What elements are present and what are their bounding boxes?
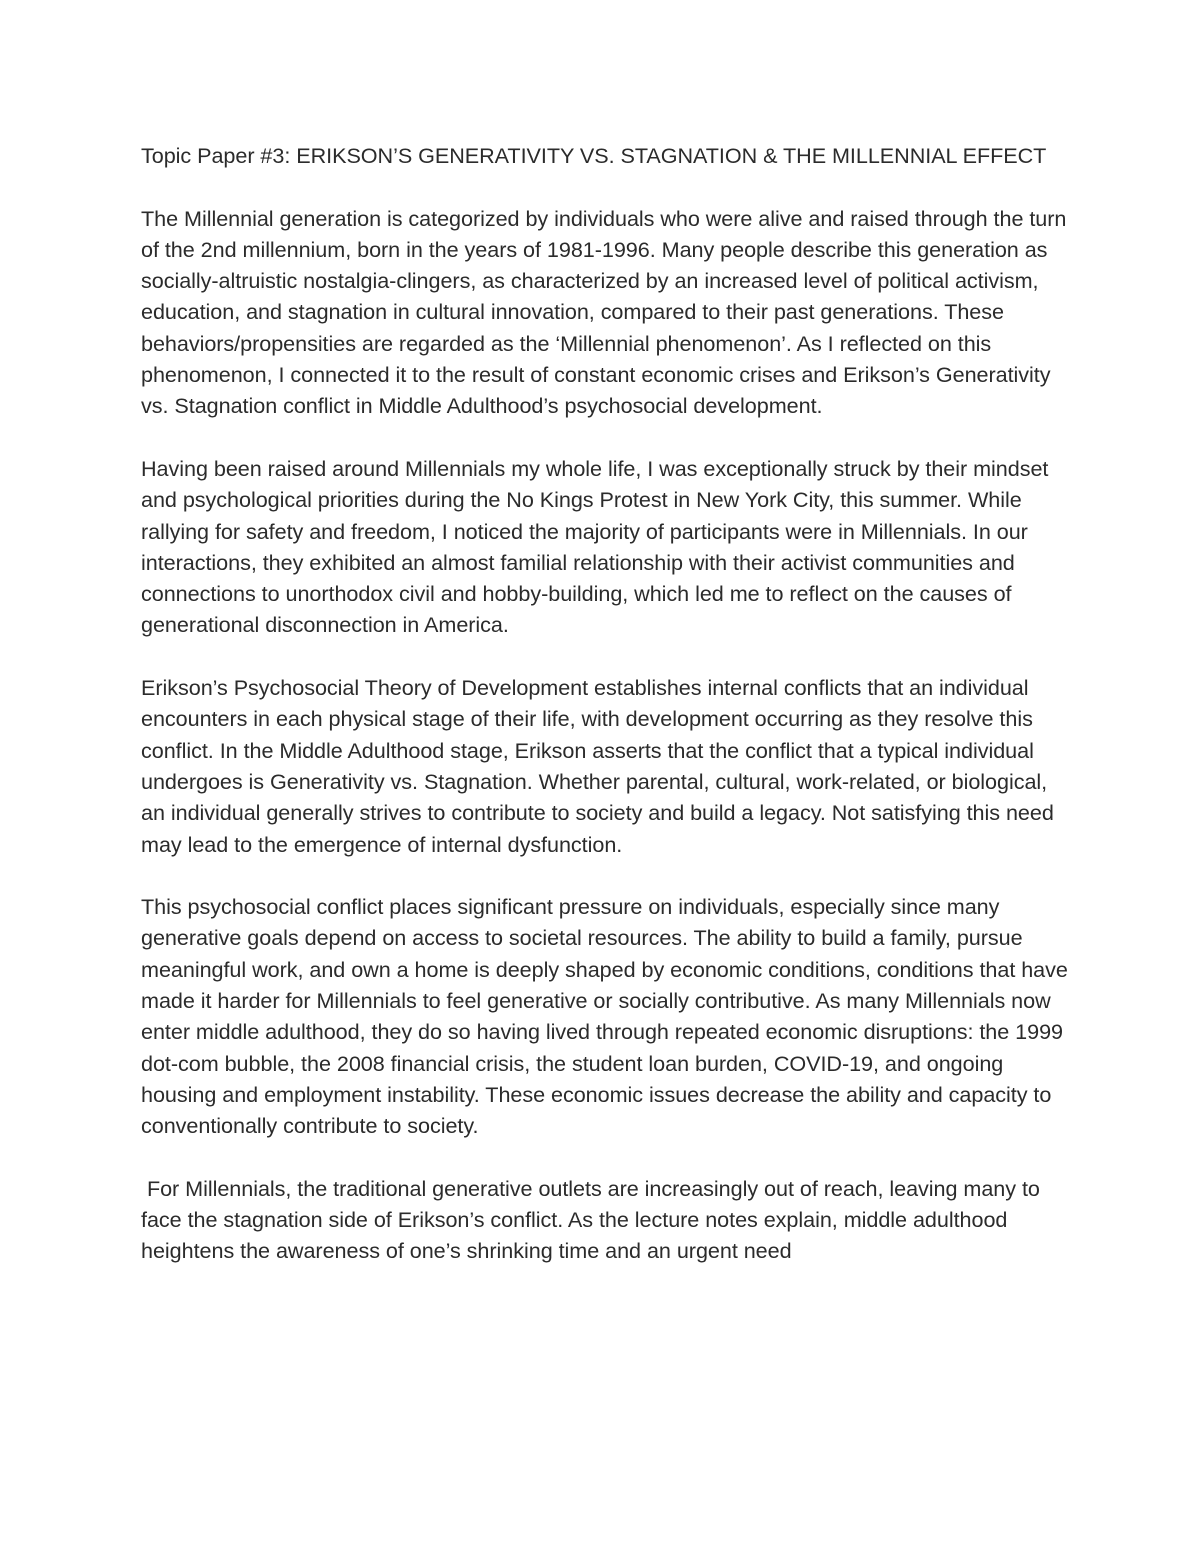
paragraph-5: For Millennials, the traditional generative outlets are increasingly out of reach, leaving many to face the stagnation side of Erikson’s conflict. As the lecture notes explain, middle adulthood heightens the awareness of one’s shrinking time and an urgent need: [141, 1175, 1046, 1264]
document-title: Topic Paper #3: ERIKSON’S GENERATIVITY VS. STAGNATION & THE MILLENNIAL EFFECT: [141, 143, 1047, 168]
paragraph-2: Having been raised around Millennials my whole life, I was exceptionally struck by their mindset and psychological priorities during the No Kings Protest in New York City, this summer. While rallying for safety and freedom, I noticed the majority of participants were in Millennials. In our interactions, they exhibited an almost familial relationship with their activist communities and connections to unorthodox civil and hobby-building, which led me to reflect on the causes of generational disconnection in America.: [141, 455, 1049, 638]
document-body: [141, 140, 1071, 1267]
paragraph-4: This psychosocial conflict places significant pressure on individuals, especially since many generative goals depend on access to societal resources. The ability to build a family, pursue meaningful work, and own a home is deeply shaped by economic conditions, conditions that have made it harder for Millennials to feel generative or socially contributive. As many Millennials now enter middle adulthood, they do so having lived through repeated economic disruptions: the 1999 dot-com bubble, the 2008 financial crisis, the student loan burden, COVID-19, and ongoing housing and employment instability. These economic issues decrease the ability and capacity to conventionally contribute to society.: [141, 894, 1068, 1139]
paragraph-1: The Millennial generation is categorized by individuals who were alive and raised through the turn of the 2nd millennium, born in the years of 1981-1996. Many people describe this generation as socially-altruistic nostalgia-clingers, as characterized by an increased level of political activism, education, and stagnation in cultural innovation, compared to their past generations. These behaviors/propensities are regarded as the ‘Millennial phenomenon’. As I reflected on this phenomenon, I connected it to the result of constant economic crises and Erikson’s Generativity vs. Stagnation conflict in Middle Adulthood’s psychosocial development.: [141, 205, 1067, 419]
paragraph-3: Erikson’s Psychosocial Theory of Development establishes internal conflicts that an individual encounters in each physical stage of their life, with development occurring as they resolve this conflict. In the Middle Adulthood stage, Erikson asserts that the conflict that a typical individual undergoes is Generativity vs. Stagnation. Whether parental, cultural, work-related, or biological, an individual generally strives to contribute to society and build a legacy. Not satisfying this need may lead to the emergence of internal dysfunction.: [141, 675, 1054, 857]
